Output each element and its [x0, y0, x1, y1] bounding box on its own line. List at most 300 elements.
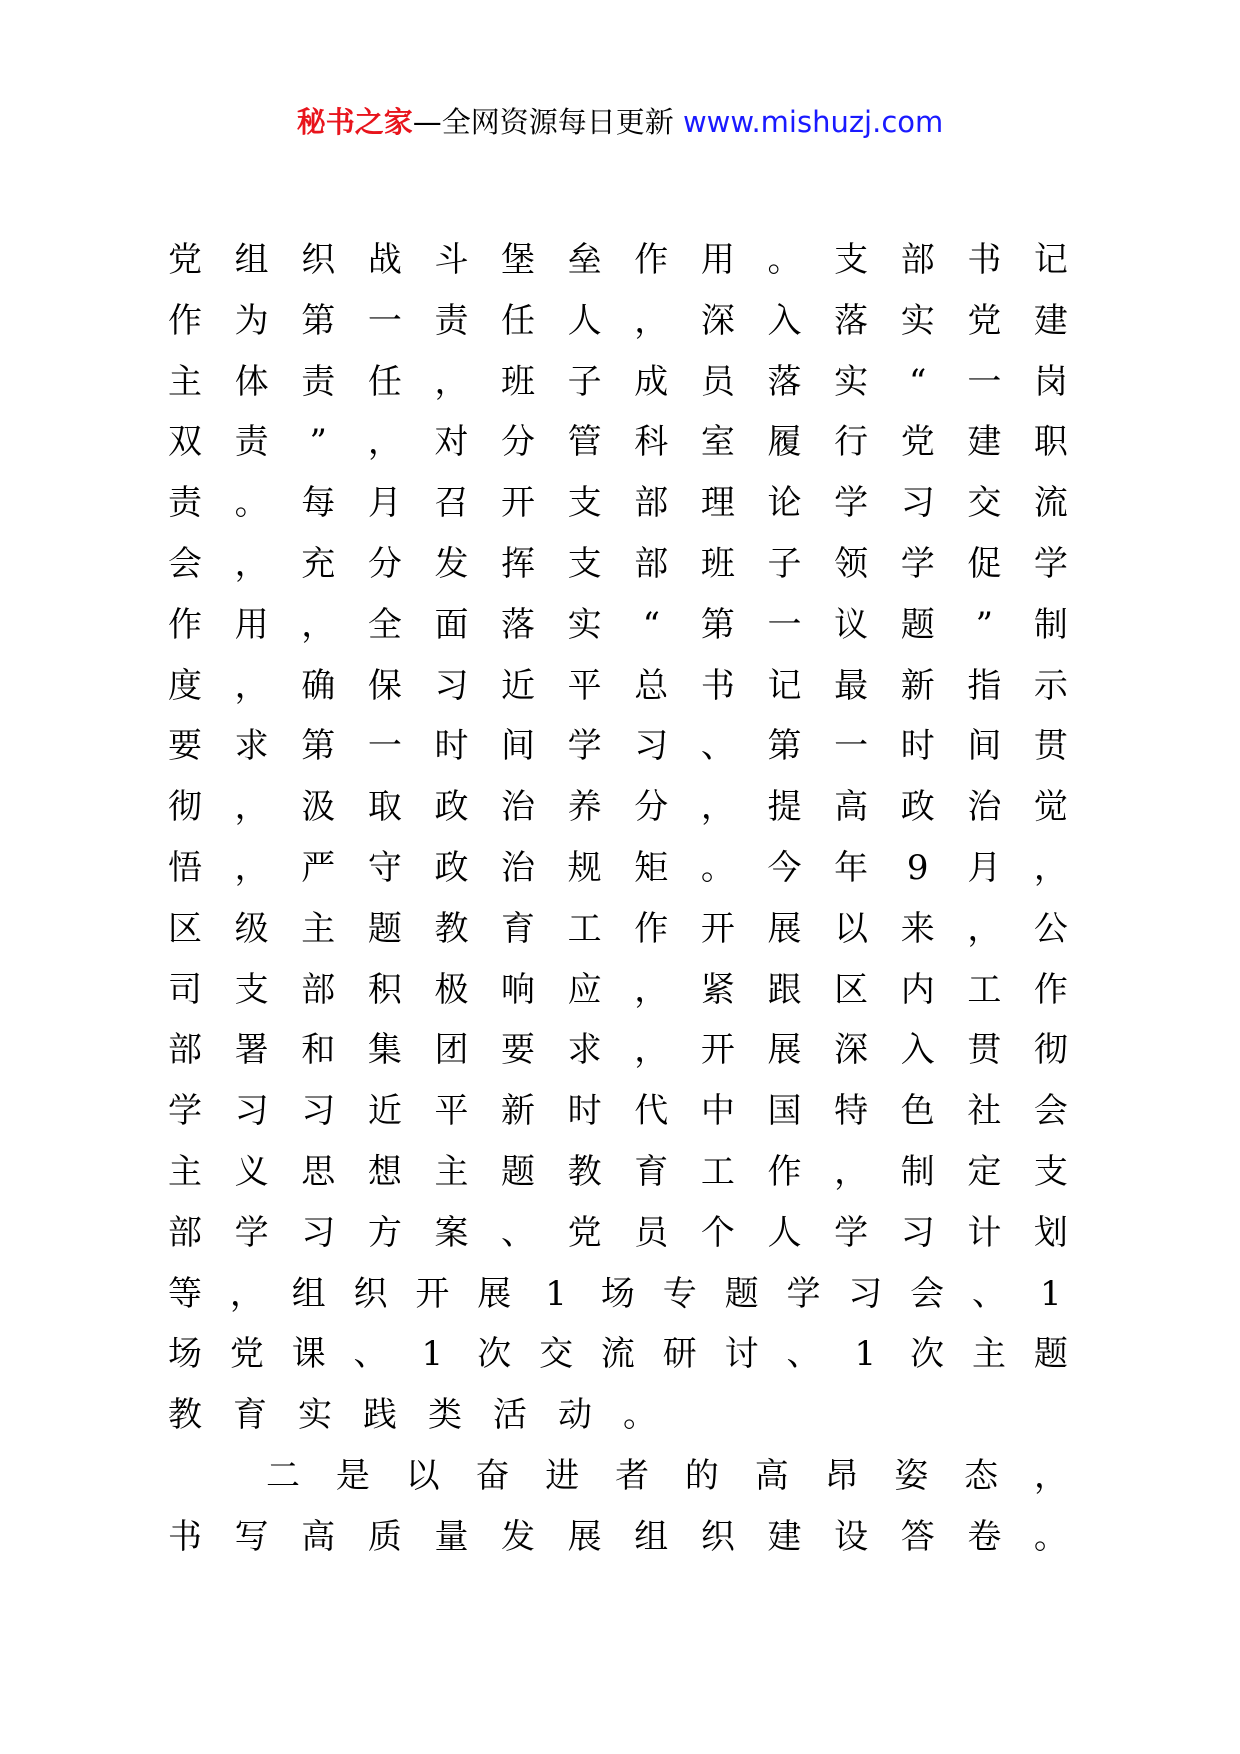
text-char: 动 [558, 1395, 592, 1436]
header-url[interactable]: www.mishuzj.com [682, 105, 944, 139]
text-char: 实 [834, 361, 869, 402]
text-char: 义 [234, 1151, 269, 1192]
text-char: 开 [700, 908, 735, 949]
text-char: 部 [634, 543, 669, 584]
text-char: 面 [434, 604, 469, 645]
text-char: 部 [634, 483, 669, 524]
text-char: 设 [834, 1516, 869, 1557]
text-char: 教 [567, 1151, 602, 1192]
text-char: 履 [767, 422, 802, 463]
text-char: 治 [501, 847, 536, 888]
text-char: 展 [477, 1273, 512, 1314]
text-char: 区 [834, 969, 869, 1010]
text-line [168, 291, 1068, 352]
text-char: 课 [291, 1334, 326, 1375]
text-char: 会 [1033, 1091, 1068, 1132]
text-char: 分 [634, 787, 669, 828]
header-tagline: —全网资源每日更新 [412, 105, 674, 139]
paragraph-first-line [168, 1446, 1068, 1507]
text-char: 求 [567, 1030, 602, 1071]
text-char: 教 [434, 908, 469, 949]
text-char: 守 [367, 847, 402, 888]
text-char: 组 [634, 1516, 669, 1557]
text-char: 题 [724, 1273, 759, 1314]
text-char: 落 [834, 300, 869, 341]
text-char: 深 [834, 1030, 869, 1071]
text-char: 量 [434, 1516, 469, 1557]
text-line [168, 716, 1068, 777]
text-char: 确 [301, 665, 336, 706]
text-char: ， [1033, 1455, 1068, 1496]
text-char: 。 [700, 847, 735, 888]
text-char: 政 [434, 787, 469, 828]
text-char: 第 [700, 604, 735, 645]
text-line [168, 1324, 1068, 1385]
text-char: 党 [229, 1334, 264, 1375]
text-char: 主 [301, 908, 336, 949]
text-char: 行 [834, 422, 869, 463]
text-char: 主 [168, 1151, 202, 1192]
text-char: 思 [301, 1151, 336, 1192]
text-line [168, 1385, 1068, 1446]
text-line [168, 960, 1068, 1021]
text-char: 科 [634, 422, 669, 463]
text-char: ” [975, 604, 993, 645]
text-line [168, 656, 1068, 717]
text-char: 制 [900, 1151, 935, 1192]
text-char: 保 [367, 665, 402, 706]
text-char: ， [301, 604, 336, 645]
text-char: 展 [567, 1516, 602, 1557]
text-char: 织 [353, 1273, 388, 1314]
text-char: 近 [367, 1091, 402, 1132]
text-char: 交 [967, 483, 1002, 524]
text-char: 题 [501, 1151, 536, 1192]
text-char: 责 [234, 422, 269, 463]
text-char: 彻 [168, 787, 202, 828]
text-char: 岗 [1033, 361, 1068, 402]
text-char: 。 [234, 483, 269, 524]
text-char: 学 [834, 483, 869, 524]
text-char: 理 [700, 483, 735, 524]
text-char: ， [634, 969, 669, 1010]
text-char: 斗 [434, 240, 469, 280]
text-char: 想 [367, 1151, 402, 1192]
text-char: ， [967, 908, 1002, 949]
text-char: 学 [834, 1212, 869, 1253]
text-char: 度 [168, 665, 202, 706]
text-char: 为 [234, 300, 269, 341]
text-char: 一 [367, 300, 402, 341]
text-char: 是 [335, 1455, 370, 1496]
text-char: 发 [434, 543, 469, 584]
text-char: 入 [900, 1030, 935, 1071]
text-char: 一 [367, 726, 402, 767]
text-char: 题 [1033, 1334, 1068, 1375]
text-char: 落 [767, 361, 802, 402]
text-char: 部 [301, 969, 336, 1010]
text-char: ， [434, 361, 469, 402]
text-line [168, 1081, 1068, 1142]
text-char: 体 [234, 361, 269, 402]
text-char: 指 [967, 665, 1002, 706]
text-char: 月 [967, 847, 1002, 888]
text-char: 响 [501, 969, 536, 1010]
text-char: 人 [767, 1212, 802, 1253]
text-char: 建 [967, 422, 1002, 463]
text-char: 社 [967, 1091, 1002, 1132]
text-char: 召 [434, 483, 469, 524]
text-char: 色 [900, 1091, 935, 1132]
text-char: 类 [428, 1395, 462, 1436]
text-char: 定 [967, 1151, 1002, 1192]
text-char: 级 [234, 908, 269, 949]
text-char: 1 [421, 1334, 444, 1375]
text-char: 特 [834, 1091, 869, 1132]
header-brand: 秘书之家 [296, 105, 413, 139]
text-char: 子 [567, 361, 602, 402]
text-char: 领 [834, 543, 869, 584]
text-char: 内 [900, 969, 935, 1010]
text-char: 总 [634, 665, 669, 706]
text-char: 学 [900, 543, 935, 584]
text-char: 极 [434, 969, 469, 1010]
text-char: 会 [168, 543, 202, 584]
text-char: 、 [971, 1273, 1006, 1314]
text-char: 支 [567, 483, 602, 524]
text-char: 书 [967, 240, 1002, 280]
text-char: 时 [434, 726, 469, 767]
text-char: 全 [367, 604, 402, 645]
text-char: 用 [234, 604, 269, 645]
text-char: 昂 [824, 1455, 859, 1496]
text-line [168, 1203, 1068, 1264]
text-char: 分 [501, 422, 536, 463]
page-header [0, 100, 1240, 144]
text-char: 彻 [1033, 1030, 1068, 1071]
text-char: 次 [477, 1334, 512, 1375]
text-char: 记 [1033, 240, 1068, 280]
text-char: 作 [1033, 969, 1068, 1010]
text-char: 组 [234, 240, 269, 280]
text-char: 挥 [501, 543, 536, 584]
text-char: 实 [900, 300, 935, 341]
text-char: 支 [1033, 1151, 1068, 1192]
text-char: 。 [1033, 1516, 1068, 1557]
text-char: 、 [786, 1334, 821, 1375]
text-char: 题 [367, 908, 402, 949]
text-char: 工 [967, 969, 1002, 1010]
text-char: 第 [767, 726, 802, 767]
text-char: 育 [501, 908, 536, 949]
text-char: ， [834, 1151, 869, 1192]
text-char: 团 [434, 1030, 469, 1071]
text-char: 学 [567, 726, 602, 767]
text-line [168, 595, 1068, 656]
text-char: 计 [967, 1212, 1002, 1253]
text-char: 高 [301, 1516, 336, 1557]
text-char: 、 [700, 726, 735, 767]
text-char: 学 [234, 1212, 269, 1253]
text-char: 一 [834, 726, 869, 767]
text-char: ， [634, 1030, 669, 1071]
text-char: 深 [700, 300, 735, 341]
text-line [168, 899, 1068, 960]
text-char: 进 [545, 1455, 580, 1496]
text-char: 国 [767, 1091, 802, 1132]
text-char: 开 [700, 1030, 735, 1071]
text-char: 育 [233, 1395, 267, 1436]
text-char: 战 [367, 240, 402, 280]
text-char: 场 [168, 1334, 202, 1375]
text-char: 取 [367, 787, 402, 828]
text-char: 态 [964, 1455, 999, 1496]
text-char: 平 [567, 665, 602, 706]
text-char: 政 [900, 787, 935, 828]
text-char: 作 [634, 908, 669, 949]
text-char: ， [234, 787, 269, 828]
text-char: 一 [767, 604, 802, 645]
text-char: 规 [567, 847, 602, 888]
text-char: 每 [301, 483, 336, 524]
text-char: 觉 [1033, 787, 1068, 828]
text-char: ， [234, 665, 269, 706]
text-char: 部 [168, 1030, 202, 1071]
text-char: 工 [567, 908, 602, 949]
text-char: 主 [434, 1151, 469, 1192]
text-char: 答 [900, 1516, 935, 1557]
text-char: 垒 [567, 240, 602, 280]
text-char: 书 [700, 665, 735, 706]
text-char: 职 [1033, 422, 1068, 463]
text-char: 学 [168, 1091, 202, 1132]
text-char: 充 [301, 543, 336, 584]
text-char: 责 [301, 361, 336, 402]
text-char: 积 [367, 969, 402, 1010]
text-char: 建 [1033, 300, 1068, 341]
text-char: 习 [301, 1091, 336, 1132]
text-char: 工 [700, 1151, 735, 1192]
text-char: 第 [301, 300, 336, 341]
text-char: 划 [1033, 1212, 1068, 1253]
text-char: 1 [1039, 1273, 1062, 1314]
text-char: 中 [700, 1091, 735, 1132]
text-line [168, 352, 1068, 413]
text-char: 以 [834, 908, 869, 949]
text-char: 作 [634, 240, 669, 280]
text-char: 党 [967, 300, 1002, 341]
text-char: 专 [662, 1273, 697, 1314]
text-char: 用 [700, 240, 735, 280]
text-char: 公 [1033, 908, 1068, 949]
text-char: 育 [634, 1151, 669, 1192]
text-char: 记 [767, 665, 802, 706]
text-char: 间 [967, 726, 1002, 767]
text-char: 矩 [634, 847, 669, 888]
text-char: 任 [501, 300, 536, 341]
text-char: 习 [900, 1212, 935, 1253]
text-line [168, 1142, 1068, 1203]
text-char: 严 [301, 847, 336, 888]
text-char: 集 [367, 1030, 402, 1071]
text-char: 最 [834, 665, 869, 706]
text-char: 新 [900, 665, 935, 706]
text-line [168, 473, 1068, 534]
text-char: 促 [967, 543, 1002, 584]
text-char: 党 [900, 422, 935, 463]
text-char: “ [909, 361, 927, 402]
text-char: 作 [767, 1151, 802, 1192]
text-char: 写 [234, 1516, 269, 1557]
text-char: 习 [634, 726, 669, 767]
text-char: 责 [434, 300, 469, 341]
text-char: 时 [567, 1091, 602, 1132]
text-char: 员 [634, 1212, 669, 1253]
text-char: 室 [700, 422, 735, 463]
text-char: 开 [501, 483, 536, 524]
text-char: 治 [967, 787, 1002, 828]
text-char: 奋 [475, 1455, 510, 1496]
text-char: 建 [767, 1516, 802, 1557]
text-char: 教 [168, 1395, 202, 1436]
text-char: 织 [700, 1516, 735, 1557]
text-char: 展 [767, 1030, 802, 1071]
text-char: 双 [168, 422, 202, 463]
text-char: 治 [501, 787, 536, 828]
text-char: 的 [684, 1455, 719, 1496]
text-char: 部 [168, 1212, 202, 1253]
text-char: 9 [906, 847, 929, 888]
text-char: 高 [754, 1455, 789, 1496]
text-char: 应 [567, 969, 602, 1010]
text-char: 一 [967, 361, 1002, 402]
text-line [168, 412, 1068, 473]
text-char: 作 [168, 300, 202, 341]
text-char: 等 [168, 1273, 202, 1314]
text-char: ， [634, 300, 669, 341]
text-char: 方 [367, 1212, 402, 1253]
text-char: 司 [168, 969, 202, 1010]
text-char: 习 [900, 483, 935, 524]
text-char: 织 [301, 240, 336, 280]
text-char: 交 [539, 1334, 574, 1375]
text-char: ， [700, 787, 735, 828]
text-char: 姿 [894, 1455, 929, 1496]
text-line [168, 1020, 1068, 1081]
body-text [168, 230, 1068, 1568]
text-char: 展 [767, 908, 802, 949]
text-char: 悟 [168, 847, 202, 888]
text-char: 管 [567, 422, 602, 463]
text-char: 责 [168, 483, 202, 524]
text-char: 支 [834, 240, 869, 280]
text-char: 书 [168, 1516, 202, 1557]
text-char: 代 [634, 1091, 669, 1132]
text-char: 组 [291, 1273, 326, 1314]
text-char: 论 [767, 483, 802, 524]
text-char: 政 [434, 847, 469, 888]
text-char: 支 [234, 969, 269, 1010]
text-char: 作 [168, 604, 202, 645]
text-line [168, 777, 1068, 838]
text-char: 员 [700, 361, 735, 402]
text-char: 1 [854, 1334, 877, 1375]
text-char: 新 [501, 1091, 536, 1132]
text-char: 要 [168, 726, 202, 767]
text-char: 第 [301, 726, 336, 767]
text-char: 落 [501, 604, 536, 645]
text-char: 习 [434, 665, 469, 706]
text-char: 发 [501, 1516, 536, 1557]
text-char: 题 [900, 604, 935, 645]
text-line [168, 230, 1068, 291]
text-char: 署 [234, 1030, 269, 1071]
text-char: 汲 [301, 787, 336, 828]
text-char: 主 [168, 361, 202, 402]
text-char: 区 [168, 908, 202, 949]
text-char: 卷 [967, 1516, 1002, 1557]
text-char: 间 [501, 726, 536, 767]
text-line [168, 1264, 1068, 1325]
text-char: 近 [501, 665, 536, 706]
text-char: 子 [767, 543, 802, 584]
text-char: 二 [266, 1455, 300, 1496]
text-line [168, 534, 1068, 595]
text-char: 实 [567, 604, 602, 645]
text-char: 质 [367, 1516, 402, 1557]
text-char: “ [642, 604, 660, 645]
text-char: 个 [700, 1212, 735, 1253]
text-char: ， [234, 847, 269, 888]
text-char: 者 [615, 1455, 650, 1496]
text-char: 流 [1033, 483, 1068, 524]
text-char: 跟 [767, 969, 802, 1010]
text-char: 对 [434, 422, 469, 463]
text-char: 分 [367, 543, 402, 584]
text-char: 支 [567, 543, 602, 584]
text-char: 班 [700, 543, 735, 584]
text-char: 养 [567, 787, 602, 828]
text-char: 、 [353, 1334, 388, 1375]
text-char: 时 [900, 726, 935, 767]
text-char: 入 [767, 300, 802, 341]
text-char: 成 [634, 361, 669, 402]
text-char: 开 [415, 1273, 450, 1314]
text-char: 场 [600, 1273, 635, 1314]
text-char: 、 [501, 1212, 536, 1253]
text-char: 高 [834, 787, 869, 828]
text-char: 部 [900, 240, 935, 280]
text-char: 党 [168, 240, 202, 280]
text-char: 和 [301, 1030, 336, 1071]
text-char: 班 [501, 361, 536, 402]
text-char: 实 [298, 1395, 332, 1436]
text-char: 习 [848, 1273, 883, 1314]
text-char: ” [309, 422, 327, 463]
text-char: 主 [971, 1334, 1006, 1375]
text-char: 习 [234, 1091, 269, 1132]
text-char: ， [367, 422, 402, 463]
text-char: 会 [910, 1273, 945, 1314]
text-char: 践 [363, 1395, 397, 1436]
text-char: 流 [600, 1334, 635, 1375]
text-char: 月 [367, 483, 402, 524]
text-char: 1 [545, 1273, 567, 1314]
text-char: 年 [834, 847, 869, 888]
text-char: ， [234, 543, 269, 584]
text-char: 以 [405, 1455, 440, 1496]
text-char: 学 [1033, 543, 1068, 584]
